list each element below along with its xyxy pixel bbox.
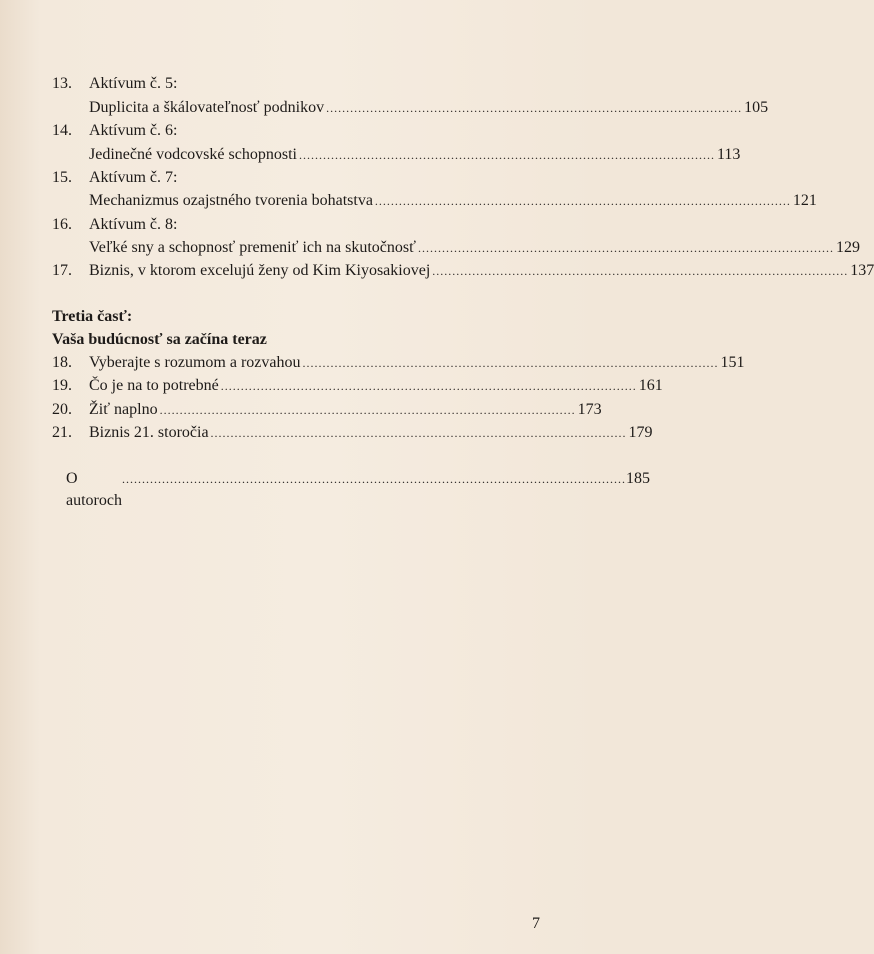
toc-entry-18-leader: [89, 352, 745, 374]
dot-leader: ........................................................................................................: [298, 148, 715, 162]
part-title: Vaša budúcnosť sa začína teraz: [52, 331, 267, 348]
dot-leader: ........................................................................................................: [210, 426, 627, 440]
toc-entry-16-line: [0, 237, 860, 259]
toc-entry-17: [0, 260, 874, 282]
toc-entry-20: [0, 399, 600, 421]
entry-number: 15.: [52, 169, 72, 186]
toc-entry-about: [66, 468, 650, 512]
entry-page: 137: [850, 262, 874, 279]
toc-entry-15-leader: [89, 190, 817, 212]
toc-entry-18: [0, 352, 745, 374]
entry-number: 20.: [52, 401, 72, 418]
entry-title: O autoroch: [66, 470, 122, 509]
toc-entry-21-leader: [89, 422, 653, 444]
entry-number: 16.: [52, 216, 72, 233]
entry-title: Aktívum č. 5:: [89, 75, 178, 92]
dot-leader: ........................................................................................................: [417, 241, 834, 255]
entry-page: 179: [628, 424, 653, 441]
entry-number: 17.: [52, 262, 72, 279]
entry-page: 161: [638, 377, 663, 394]
entry-page: 113: [716, 146, 741, 163]
entry-title: Aktívum č. 7:: [89, 169, 178, 186]
entry-number: 14.: [52, 122, 72, 139]
entry-title: Biznis, v ktorom excelujú ženy od Kim Kiyosakiovej: [89, 262, 431, 279]
toc-entry-13-leader: [89, 97, 769, 119]
dot-leader: ........................................................................................................: [159, 403, 576, 417]
dot-leader: ........................................................................................................: [374, 194, 791, 208]
entry-page: 121: [792, 192, 817, 209]
entry-title: Vyberajte s rozumom a rozvahou: [89, 354, 301, 371]
entry-number: 13.: [52, 75, 72, 92]
dot-leader: ........................................................................................................: [432, 264, 849, 278]
entry-number: 21.: [52, 424, 72, 441]
toc-entry-13-line: [0, 97, 769, 119]
toc-entry-20-leader: [89, 399, 602, 421]
entry-page: 151: [720, 354, 745, 371]
entry-subtitle: Duplicita a škálovateľnosť podnikov: [89, 99, 325, 116]
entry-title: Čo je na to potrebné: [89, 377, 219, 394]
toc-entry-15-line: [0, 190, 817, 212]
toc-entry-14: [0, 120, 600, 142]
entry-number: 18.: [52, 354, 72, 371]
toc-entry-14-line: [0, 144, 741, 166]
entry-title: Aktívum č. 6:: [89, 122, 178, 139]
toc-entry-17-leader: [89, 260, 874, 282]
toc-entry-21: [0, 422, 653, 444]
entry-page: 173: [577, 401, 602, 418]
dot-leader: ........................................................................................................: [326, 101, 743, 115]
toc-entry-16: [0, 214, 600, 236]
toc-entry-19: [0, 375, 663, 397]
dot-leader: ........................................................................................................: [302, 356, 719, 370]
toc-entry-15: [0, 167, 600, 189]
part-label: Tretia časť:: [52, 308, 133, 325]
entry-subtitle: Mechanizmus ozajstného tvorenia bohatstva: [89, 192, 373, 209]
page-number: 7: [532, 915, 540, 932]
toc-entry-14-leader: [89, 144, 741, 166]
dot-leader: ..............................................................................................................................: [121, 472, 626, 486]
dot-leader: ........................................................................................................: [220, 379, 637, 393]
toc-entry-19-leader: [89, 375, 663, 397]
entry-page: 105: [744, 99, 769, 116]
entry-page: 185: [625, 470, 650, 487]
entry-title: Žiť naplno: [89, 401, 158, 418]
entry-number: 19.: [52, 377, 72, 394]
entry-title: Aktívum č. 8:: [89, 216, 178, 233]
toc-entry-13: [0, 73, 600, 95]
entry-subtitle: Jedinečné vodcovské schopnosti: [89, 146, 297, 163]
entry-title: Biznis 21. storočia: [89, 424, 209, 441]
toc-entry-16-leader: [89, 237, 860, 259]
entry-subtitle: Veľké sny a schopnosť premeniť ich na skutočnosť: [89, 239, 416, 256]
entry-page: 129: [835, 239, 860, 256]
